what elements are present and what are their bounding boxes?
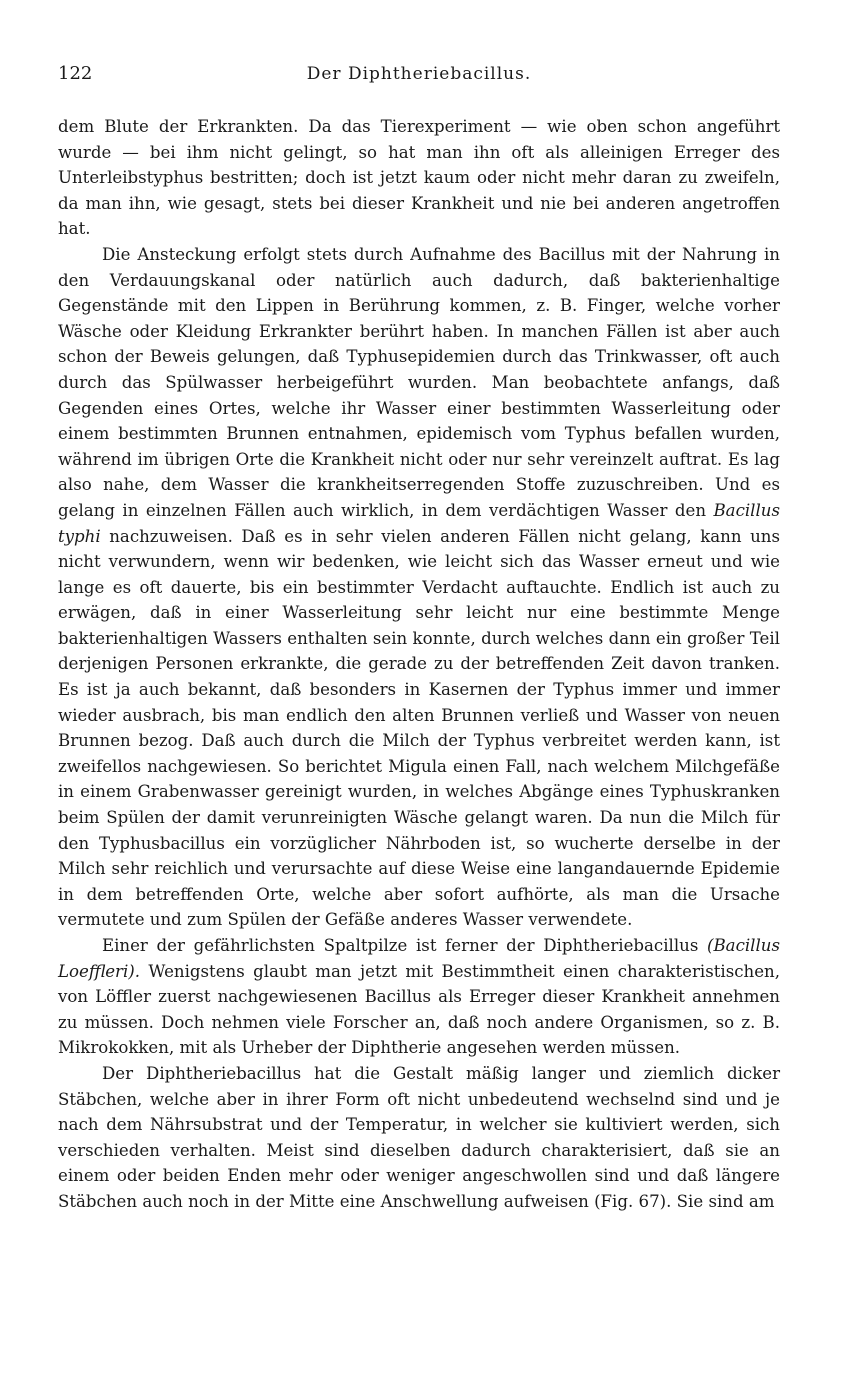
running-title: Der Diphtheriebacillus. — [306, 64, 532, 84]
text-run: Die Ansteckung erfolgt stets durch Aufnahme des Bacillus mit der Nahrung in den Verdauungskanal oder natürlich auch dadurch, daß bakterienhaltige Gegenstände mit den Lippen in Berührung kommen, z. B. Finger, welche vorher Wäsche oder Kleidung Erkrankter berührt haben. In manchen Fällen ist aber auch schon der Beweis gelungen, daß Typhusepidemien durch das Trinkwasser, oft auch durch das Spülwasser herbeigeführt wurden. Man beobachtete anfangs, daß Gegenden eines Ortes, welche ihr Wasser einer bestimmten Wasserleitung oder einem bestimmten Brunnen entnahmen, epidemisch vom Typhus befallen wurden, während im übrigen Orte die Krankheit nicht oder nur sehr vereinzelt auftrat. Es lag also nahe, dem Wasser die krankheitserregenden Stoffe zuzuschreiben. Und es gelang in einzelnen Fällen auch wirklich, in dem verdächtigen Wasser den — [58, 244, 780, 520]
paragraph-diphtheria-shape — [58, 1061, 780, 1215]
text-run: Wenigstens glaubt man jetzt mit Bestimmtheit einen charakteristischen, von Löffler zuerst nachgewiesenen Bacillus als Erreger dieser Krankheit annehmen zu müssen. Doch nehmen viele Forscher an, daß noch andere Organismen, so z. B. Mikrokokken, mit als Urheber der Diphtherie angesehen werden müssen. — [58, 961, 780, 1058]
text-run: nachzuweisen. Daß es in sehr vielen anderen Fällen nicht gelang, kann uns nicht verwundern, wenn wir bedenken, wie leicht sich das Wasser erneut und wie lange es oft dauerte, bis ein bestimmter Verdacht auftauchte. Endlich ist auch zu erwägen, daß in einer Wasserleitung sehr leicht nur eine bestimmte Menge bakterienhaltigen Wassers enthalten sein konnte, durch welches dann ein großer Teil derjenigen Personen erkrankte, die gerade zu der betreffenden Zeit davon tranken. Es ist ja auch bekannt, daß besonders in Kasernen der Typhus immer und immer wieder ausbrach, bis man endlich den alten Brunnen verließ und Wasser von neuen Brunnen bezog. Daß auch durch die Milch der Typhus verbreitet werden kann, ist zweifellos nachgewiesen. So berichtet Migula einen Fall, nach welchem Milchgefäße in einem Grabenwasser gereinigt wurden, in welches Abgänge eines Typhuskranken beim Spülen der damit verunreinigten Wäsche gelangt waren. Da nun die Milch für den Typhusbacillus ein vorzüglicher Nährboden ist, so wucherte derselbe in der Milch sehr reichlich und verursachte auf diese Weise eine langandauernde Epidemie in dem betreffenden Orte, welche aber sofort aufhörte, als man die Ursache vermutete und zum Spülen der Gefäße anderes Wasser verwendete. — [58, 526, 780, 930]
text-run: Der Diphtheriebacillus hat die Gestalt mäßig langer und ziemlich dicker Stäbchen, welche aber in ihrer Form oft nicht unbedeutend wechselnd sind und je nach dem Nährsubstrat und der Temperatur, in welcher sie kultiviert werden, sich verschieden verhalten. Meist sind dieselben dadurch charakterisiert, daß sie an einem oder beiden Enden mehr oder weniger angeschwollen sind und daß längere Stäbchen auch noch in der Mitte eine Anschwellung aufweisen (Fig. 67). Sie sind am — [58, 1063, 780, 1211]
latin-term: (Bacillus Loeffleri). — [58, 936, 780, 981]
page-number: 122 — [58, 63, 93, 84]
text-run: Einer der gefährlichsten Spaltpilze ist ferner der Diphtheriebacillus — [102, 936, 708, 955]
paragraph-typhus-transmission — [58, 242, 780, 933]
text-run: dem Blute der Erkrankten. Da das Tierexperiment — wie oben schon angeführt wurde — bei ihm nicht gelingt, so hat man ihn oft als alleinigen Erreger des Unterleibstyphus bestritten; doch ist jetzt kaum oder nicht mehr daran zu zweifeln, da man ihn, wie gesagt, stets bei dieser Krankheit und nie bei anderen angetroffen hat. — [58, 117, 780, 239]
latin-term: Bacillus typhi — [58, 500, 780, 546]
body-text — [58, 114, 780, 1215]
running-head — [58, 60, 780, 88]
paragraph-diphtheria-intro — [58, 933, 780, 1061]
paragraph-continuation — [58, 114, 780, 242]
